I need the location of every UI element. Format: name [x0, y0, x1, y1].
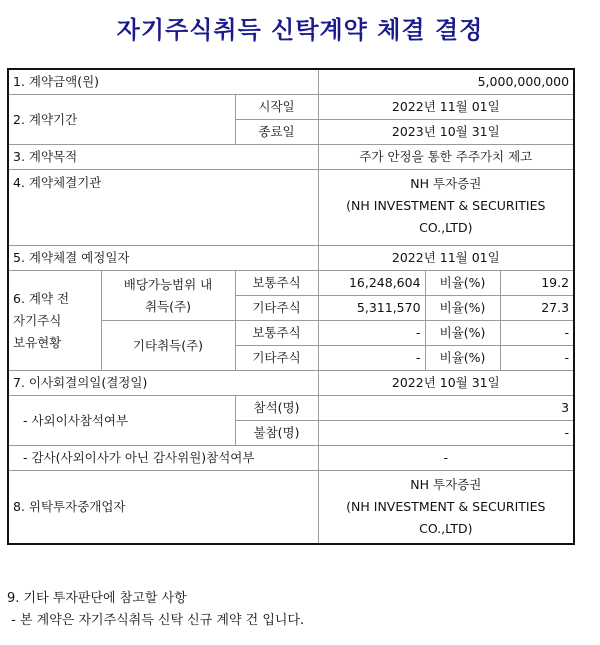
ratio-label: 비율(%) [425, 271, 500, 296]
row-contract-period-start [8, 95, 574, 120]
institution-name-ko: NH 투자증권 [410, 176, 482, 191]
contract-institution-label: 4. 계약체결기관 [8, 170, 318, 246]
broker-value [318, 471, 574, 545]
share-type: 보통주식 [235, 321, 318, 346]
share-type: 기타주식 [235, 296, 318, 321]
share-count: - [318, 346, 425, 371]
ratio-value: 19.2 [500, 271, 574, 296]
share-count: 16,248,604 [318, 271, 425, 296]
broker-name-en-2: CO.,LTD) [419, 521, 473, 536]
row-contract-purpose [8, 145, 574, 170]
present-label: 참석(명) [235, 396, 318, 421]
contract-purpose-label: 3. 계약목적 [8, 145, 318, 170]
broker-name-en-1: (NH INVESTMENT & SECURITIES [346, 499, 546, 514]
contract-period-label: 2. 계약기간 [8, 95, 235, 145]
share-type: 기타주식 [235, 346, 318, 371]
share-count: - [318, 321, 425, 346]
notes-line: - 본 계약은 자기주식취득 신탁 신규 계약 건 입니다. [7, 613, 305, 628]
contract-amount-label: 1. 계약금액(원) [8, 69, 318, 95]
row-contract-amount [8, 69, 574, 95]
institution-name-en-2: CO.,LTD) [419, 220, 473, 235]
row-outside-directors-present [8, 396, 574, 421]
ratio-value: 27.3 [500, 296, 574, 321]
end-date-label: 종료일 [235, 120, 318, 145]
row-broker [8, 471, 574, 545]
share-count: 5,311,570 [318, 296, 425, 321]
absent-value: - [318, 421, 574, 446]
holdings-label: 6. 계약 전 자기주식 보유현황 [8, 271, 101, 371]
scheduled-date-value: 2022년 11월 01일 [318, 246, 574, 271]
broker-label: 8. 위탁투자중개업자 [8, 471, 318, 545]
broker-name-ko: NH 투자증권 [410, 477, 482, 492]
ratio-label: 비율(%) [425, 346, 500, 371]
other-notes [7, 588, 304, 632]
auditors-value: - [318, 446, 574, 471]
dividend-range-label: 배당가능범위 내 취득(주) [101, 271, 235, 321]
ratio-label: 비율(%) [425, 321, 500, 346]
ratio-value: - [500, 321, 574, 346]
row-board-date [8, 371, 574, 396]
document-title: 자기주식취득 신탁계약 체결 결정 [116, 15, 484, 44]
auditors-label: - 감사(사외이사가 아닌 감사위원)참석여부 [8, 446, 318, 471]
start-date-value: 2022년 11월 01일 [318, 95, 574, 120]
outside-directors-label: - 사외이사참석여부 [8, 396, 235, 446]
scheduled-date-label: 5. 계약체결 예정일자 [8, 246, 318, 271]
absent-label: 불참(명) [235, 421, 318, 446]
ratio-value: - [500, 346, 574, 371]
contract-purpose-value: 주가 안정을 통한 주주가치 제고 [318, 145, 574, 170]
share-type: 보통주식 [235, 271, 318, 296]
institution-name-en-1: (NH INVESTMENT & SECURITIES [346, 198, 546, 213]
notes-heading: 9. 기타 투자판단에 참고할 사항 [7, 591, 187, 606]
other-acquisition-label: 기타취득(주) [101, 321, 235, 371]
row-scheduled-date [8, 246, 574, 271]
contract-amount-value: 5,000,000,000 [318, 69, 574, 95]
board-date-value: 2022년 10월 31일 [318, 371, 574, 396]
board-date-label: 7. 이사회결의일(결정일) [8, 371, 318, 396]
present-value: 3 [318, 396, 574, 421]
row-holdings-dividend-common [8, 271, 574, 296]
start-date-label: 시작일 [235, 95, 318, 120]
disclosure-table [7, 68, 575, 545]
row-contract-institution [8, 170, 574, 246]
ratio-label: 비율(%) [425, 296, 500, 321]
end-date-value: 2023년 10월 31일 [318, 120, 574, 145]
contract-institution-value [318, 170, 574, 246]
row-auditors [8, 446, 574, 471]
